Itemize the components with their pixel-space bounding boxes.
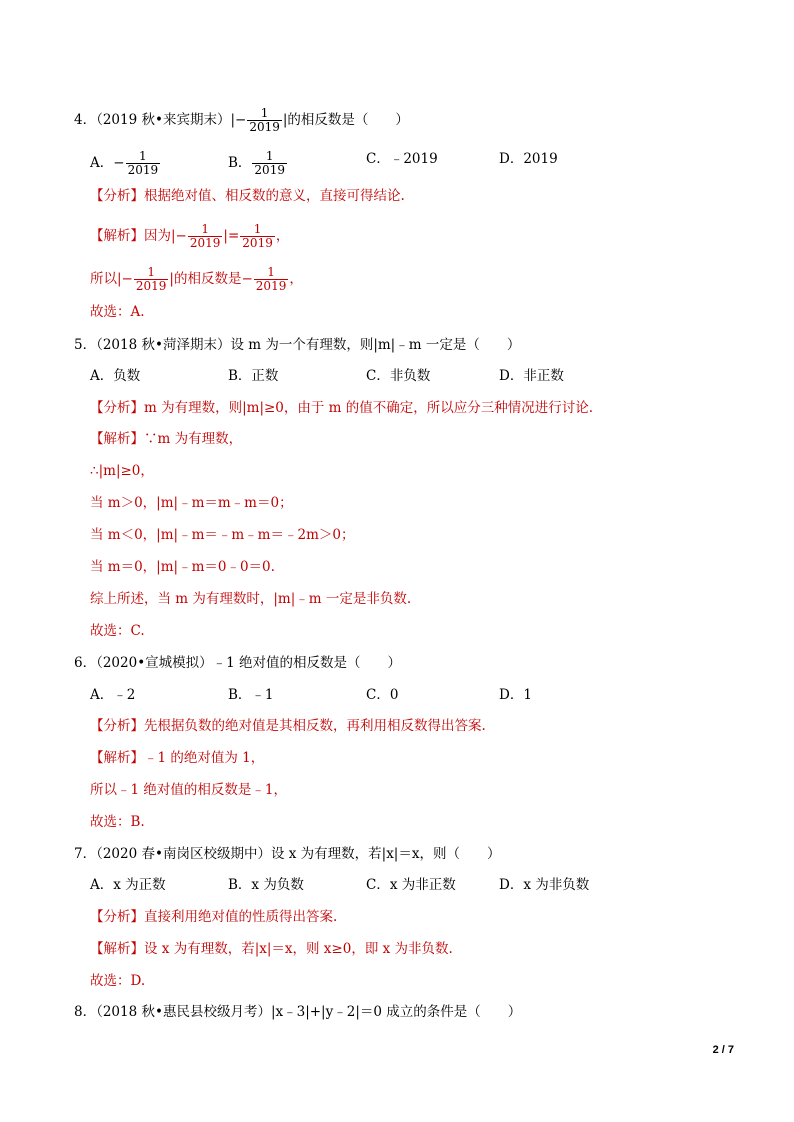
q4-option-d: D．2019 (499, 151, 558, 167)
q5-analysis: 【分析】m 为有理数，则|m|≥0，由于 m 的值不确定，所以应分三种情况进行讨论. (90, 400, 594, 416)
q5-solution-line-3: 当 m＞0，|m|﹣m＝m﹣m＝0； (90, 495, 293, 511)
q4-solution-line-2: 所以|− $\frac{1}{2019}$ |的相反数是− $\frac{1}{2019}$ ， (90, 265, 303, 293)
q7-option-d: D．x 为非负数 (499, 877, 590, 893)
q6-solution-line-1: 【解析】﹣1 的绝对值为 1， (90, 750, 265, 766)
q6-stem: 6．（2020•宣城模拟）﹣1 绝对值的相反数是（ ） (74, 655, 402, 671)
q5-choice: 故选：C. (90, 623, 145, 639)
page-number: 2 / 7 (712, 1044, 734, 1056)
q5-option-c: C．非负数 (366, 368, 431, 384)
q6-option-d: D．1 (499, 687, 532, 703)
q4-stem: 4．（2019 秋•来宾期末）|− $\frac{1}{2019}$ |的相反数是（ ） (74, 106, 409, 134)
q5-stem: 5．（2018 秋•菏泽期末）设 m 为一个有理数，则|m|﹣m 一定是（ ） (74, 337, 521, 353)
q7-stem: 7．（2020 春•南岗区校级期中）设 x 为有理数，若|x|＝x，则（ ） (74, 846, 501, 862)
q6-option-c: C．0 (366, 687, 399, 703)
q6-solution-line-2: 所以﹣1 绝对值的相反数是﹣1， (90, 782, 287, 798)
q4-solution-line-1: 【解析】因为|− $\frac{1}{2019}$ |= $\frac{1}{2019}$ ， (90, 222, 290, 250)
q5-solution-line-4: 当 m＜0，|m|﹣m＝﹣m﹣m＝﹣2m＞0； (90, 527, 355, 543)
q7-analysis: 【分析】直接利用绝对值的性质得出答案. (90, 909, 338, 925)
q8-stem: 8．（2018 秋•惠民县校级月考）|x﹣3|+|y﹣2|＝0 成立的条件是（ ） (74, 1004, 522, 1020)
q6-analysis: 【分析】先根据负数的绝对值是其相反数，再利用相反数得出答案. (90, 718, 486, 734)
q5-solution-line-2: ∴|m|≥0， (90, 463, 154, 479)
q5-solution-line-1: 【解析】∵m 为有理数， (90, 431, 243, 447)
q7-option-b: B．x 为负数 (228, 877, 304, 893)
q5-solution-line-6: 综上所述，当 m 为有理数时，|m|﹣m 一定是非负数. (90, 591, 412, 607)
q4-option-c: C．﹣2019 (366, 151, 438, 167)
q6-option-a: A．﹣2 (90, 687, 136, 703)
q7-option-a: A．x 为正数 (90, 877, 166, 893)
q5-option-b: B．正数 (228, 368, 279, 384)
q5-solution-line-5: 当 m＝0，|m|﹣m＝0﹣0＝0. (90, 559, 275, 575)
q4-choice: 故选：A. (90, 304, 145, 320)
q4-analysis: 【分析】根据绝对值、相反数的意义，直接可得结论. (90, 188, 405, 204)
q5-option-a: A．负数 (90, 368, 141, 384)
q4-option-b: B． $\frac{1}{2019}$ (228, 149, 285, 177)
q5-option-d: D．非正数 (499, 368, 564, 384)
q6-option-b: B．﹣1 (228, 687, 274, 703)
q7-solution-line-1: 【解析】设 x 为有理数，若|x|＝x，则 x≥0，即 x 为非负数. (90, 941, 453, 957)
q7-choice: 故选：D. (90, 973, 146, 989)
q6-choice: 故选：B. (90, 814, 145, 830)
q7-option-c: C．x 为非正数 (366, 877, 456, 893)
q4-option-a: A．− $\frac{1}{2019}$ (90, 149, 159, 177)
